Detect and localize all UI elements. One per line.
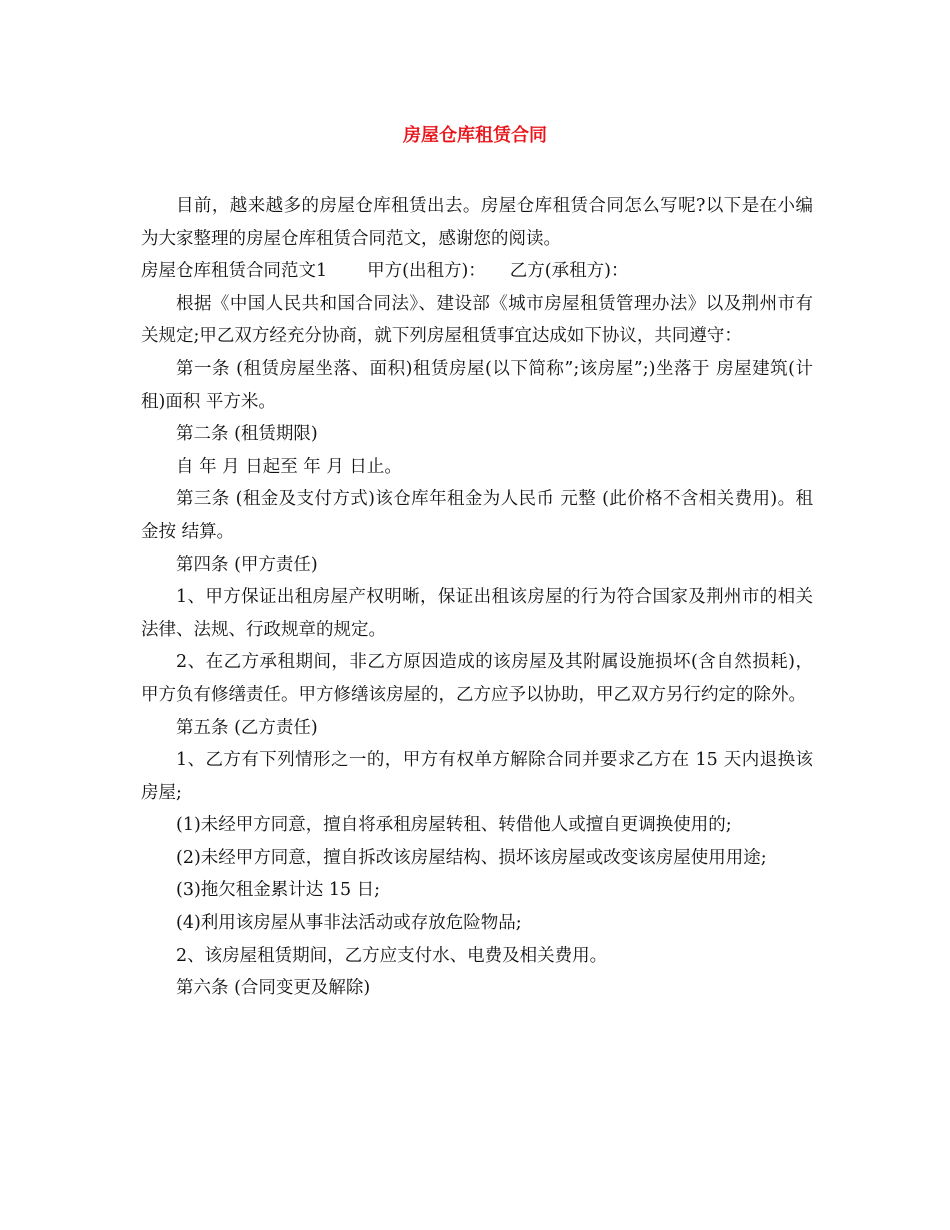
contract-paragraph: (4)利用该房屋从事非法活动或存放危险物品; (176, 913, 522, 934)
contract-paragraph: (1)未经甲方同意，擅自将承租房屋转租、转借他人或擅自更调换使用的; (176, 815, 732, 836)
contract-paragraph: 第三条 (租金及支付方式)该仓库年租金为人民币 元整 (此价格不含相关费用)。租金按 结算。 (141, 489, 813, 542)
contract-paragraph: 1、乙方有下列情形之一的，甲方有权单方解除合同并要求乙方在 15 天内退换该房屋; (141, 750, 813, 803)
contract-paragraph: 第四条 (甲方责任) (176, 554, 318, 575)
party-a: 甲方(出租方)： (367, 261, 486, 282)
party-b: 乙方(承租方)： (509, 261, 629, 282)
contract-paragraph: 2、在乙方承租期间，非乙方原因造成的该房屋及其附属设施损坏(含自然损耗)，甲方负有修缮责任。甲方修缮该房屋的，乙方应予以协助，甲乙双方另行约定的除外。 (141, 652, 813, 705)
contract-paragraph: (2)未经甲方同意，擅自拆改该房屋结构、损坏该房屋或改变该房屋使用用途; (176, 847, 767, 868)
contract-paragraph: 第五条 (乙方责任) (176, 717, 318, 738)
contract-paragraph: 根据《中国人民共和国合同法》、建设部《城市房屋租赁管理办法》以及荆州市有关规定;甲乙双方经充分协商，就下列房屋租赁事宜达成如下协议，共同遵守： (141, 293, 813, 347)
contract-paragraph: 1、甲方保证出租房屋产权明晰，保证出租该房屋的行为符合国家及荆州市的相关法律、法规、行政规章的规定。 (141, 587, 813, 640)
contract-paragraph: (3)拖欠租金累计达 15 日; (176, 880, 381, 901)
contract-paragraph: 2、该房屋租赁期间，乙方应支付水、电费及相关费用。 (176, 945, 608, 966)
sample-heading: 房屋仓库租赁合同范文1 (141, 261, 328, 282)
document-body (141, 190, 813, 1005)
contract-paragraph: 第六条 (合同变更及解除) (176, 978, 371, 999)
contract-paragraph: 第二条 (租赁期限) (176, 424, 318, 445)
contract-paragraph: 自 年 月 日起至 年 月 日止。 (176, 456, 402, 477)
sample-heading-line (141, 255, 813, 288)
contract-paragraph: 第一条 (租赁房屋坐落、面积)租赁房屋(以下简称”;该房屋”;)坐落于 房屋建筑(计租)面积 平方米。 (141, 358, 813, 412)
document-title: 房屋仓库租赁合同 (403, 125, 547, 146)
intro-paragraph: 目前，越来越多的房屋仓库租赁出去。房屋仓库租赁合同怎么写呢?以下是在小编为大家整理的房屋仓库租赁合同范文，感谢您的阅读。 (141, 196, 813, 249)
